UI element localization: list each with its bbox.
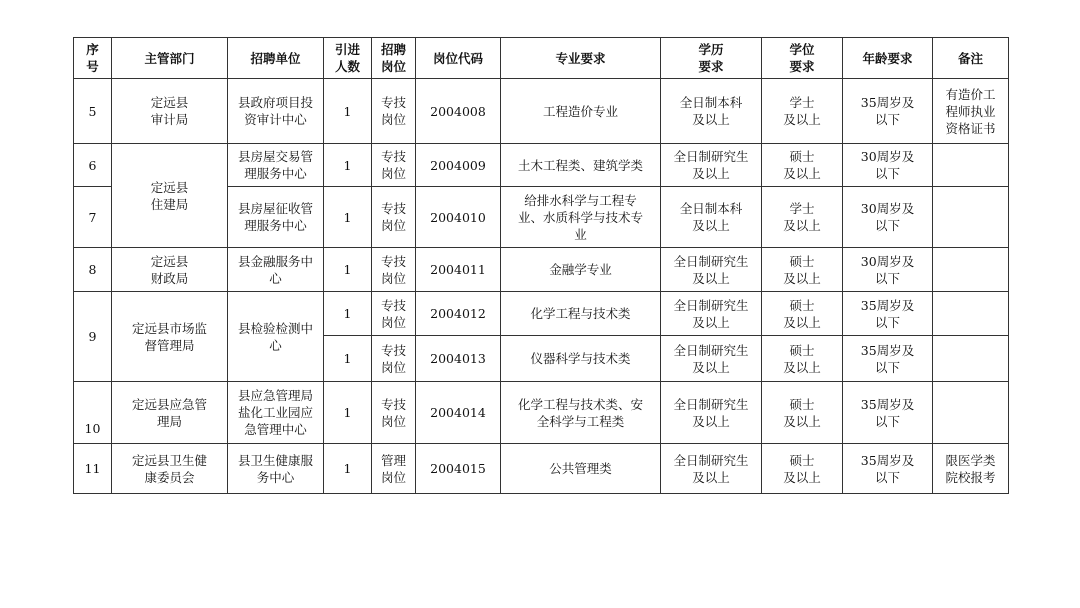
header-age: 年龄要求 — [843, 38, 933, 79]
cell-unit: 县卫生健康服 务中心 — [228, 444, 324, 494]
header-major: 专业要求 — [501, 38, 661, 79]
cell-edu: 全日制本科 及以上 — [661, 79, 762, 144]
cell-edu: 全日制研究生 及以上 — [661, 248, 762, 292]
cell-edu: 全日制研究生 及以上 — [661, 444, 762, 494]
cell-code: 2004008 — [416, 79, 501, 144]
cell-num: 1 — [324, 144, 372, 187]
header-post-type: 招聘 岗位 — [372, 38, 416, 79]
cell-unit: 县检验检测中 心 — [228, 292, 324, 382]
cell-degree: 硕士 及以上 — [762, 444, 843, 494]
cell-dept: 定远县 住建局 — [112, 144, 228, 248]
cell-degree: 硕士 及以上 — [762, 292, 843, 336]
cell-age: 35周岁及 以下 — [843, 336, 933, 382]
header-unit: 招聘单位 — [228, 38, 324, 79]
cell-code: 2004015 — [416, 444, 501, 494]
cell-degree: 硕士 及以上 — [762, 382, 843, 444]
table-row — [74, 248, 1009, 292]
cell-note: 限医学类 院校报考 — [933, 444, 1009, 494]
cell-major: 仪器科学与技术类 — [501, 336, 661, 382]
cell-dept: 定远县 审计局 — [112, 79, 228, 144]
table-row — [74, 144, 1009, 187]
cell-degree: 硕士 及以上 — [762, 336, 843, 382]
cell-dept: 定远县卫生健 康委员会 — [112, 444, 228, 494]
cell-note — [933, 336, 1009, 382]
cell-edu: 全日制研究生 及以上 — [661, 144, 762, 187]
cell-post-type: 专技 岗位 — [372, 79, 416, 144]
cell-unit: 县房屋征收管 理服务中心 — [228, 187, 324, 248]
cell-post-type: 专技 岗位 — [372, 187, 416, 248]
table-row — [74, 444, 1009, 494]
cell-edu: 全日制研究生 及以上 — [661, 336, 762, 382]
cell-code: 2004013 — [416, 336, 501, 382]
cell-num: 1 — [324, 79, 372, 144]
header-degree: 学位 要求 — [762, 38, 843, 79]
cell-dept: 定远县市场监 督管理局 — [112, 292, 228, 382]
cell-seq: 8 — [74, 248, 112, 292]
cell-major: 公共管理类 — [501, 444, 661, 494]
cell-major: 化学工程与技术类 — [501, 292, 661, 336]
cell-age: 35周岁及 以下 — [843, 382, 933, 444]
cell-note — [933, 382, 1009, 444]
cell-code: 2004014 — [416, 382, 501, 444]
cell-major: 金融学专业 — [501, 248, 661, 292]
cell-num: 1 — [324, 336, 372, 382]
cell-edu: 全日制研究生 及以上 — [661, 382, 762, 444]
cell-age: 35周岁及 以下 — [843, 444, 933, 494]
cell-age: 30周岁及 以下 — [843, 187, 933, 248]
cell-seq: 7 — [74, 187, 112, 248]
cell-unit: 县政府项目投 资审计中心 — [228, 79, 324, 144]
cell-note: 有造价工 程师执业 资格证书 — [933, 79, 1009, 144]
cell-post-type: 专技 岗位 — [372, 382, 416, 444]
cell-code: 2004009 — [416, 144, 501, 187]
cell-note — [933, 248, 1009, 292]
cell-seq: 10 — [74, 382, 112, 444]
cell-post-type: 专技 岗位 — [372, 292, 416, 336]
cell-degree: 硕士 及以上 — [762, 144, 843, 187]
cell-age: 30周岁及 以下 — [843, 144, 933, 187]
cell-seq: 6 — [74, 144, 112, 187]
cell-edu: 全日制本科 及以上 — [661, 187, 762, 248]
cell-degree: 硕士 及以上 — [762, 248, 843, 292]
cell-num: 1 — [324, 382, 372, 444]
cell-major: 工程造价专业 — [501, 79, 661, 144]
cell-unit: 县应急管理局 盐化工业园应 急管理中心 — [228, 382, 324, 444]
cell-code: 2004010 — [416, 187, 501, 248]
table-row — [74, 292, 1009, 336]
table-row — [74, 382, 1009, 444]
cell-age: 30周岁及 以下 — [843, 248, 933, 292]
cell-num: 1 — [324, 444, 372, 494]
cell-seq: 5 — [74, 79, 112, 144]
header-code: 岗位代码 — [416, 38, 501, 79]
cell-note — [933, 292, 1009, 336]
cell-note — [933, 144, 1009, 187]
cell-major: 化学工程与技术类、安 全科学与工程类 — [501, 382, 661, 444]
cell-seq: 11 — [74, 444, 112, 494]
header-row — [74, 38, 1009, 79]
header-note: 备注 — [933, 38, 1009, 79]
header-seq: 序 号 — [74, 38, 112, 79]
recruitment-table — [73, 37, 1009, 494]
cell-num: 1 — [324, 292, 372, 336]
cell-major: 给排水科学与工程专 业、水质科学与技术专 业 — [501, 187, 661, 248]
header-num: 引进 人数 — [324, 38, 372, 79]
cell-edu: 全日制研究生 及以上 — [661, 292, 762, 336]
cell-code: 2004011 — [416, 248, 501, 292]
cell-num: 1 — [324, 248, 372, 292]
cell-post-type: 专技 岗位 — [372, 248, 416, 292]
cell-age: 35周岁及 以下 — [843, 79, 933, 144]
cell-dept: 定远县应急管 理局 — [112, 382, 228, 444]
cell-age: 35周岁及 以下 — [843, 292, 933, 336]
cell-note — [933, 187, 1009, 248]
cell-degree: 学士 及以上 — [762, 187, 843, 248]
table-row — [74, 79, 1009, 144]
cell-seq: 9 — [74, 292, 112, 382]
cell-dept: 定远县 财政局 — [112, 248, 228, 292]
cell-unit: 县金融服务中 心 — [228, 248, 324, 292]
cell-num: 1 — [324, 187, 372, 248]
cell-major: 土木工程类、建筑学类 — [501, 144, 661, 187]
cell-degree: 学士 及以上 — [762, 79, 843, 144]
cell-unit: 县房屋交易管 理服务中心 — [228, 144, 324, 187]
cell-post-type: 专技 岗位 — [372, 336, 416, 382]
cell-post-type: 管理 岗位 — [372, 444, 416, 494]
cell-code: 2004012 — [416, 292, 501, 336]
header-dept: 主管部门 — [112, 38, 228, 79]
header-edu: 学历 要求 — [661, 38, 762, 79]
cell-post-type: 专技 岗位 — [372, 144, 416, 187]
